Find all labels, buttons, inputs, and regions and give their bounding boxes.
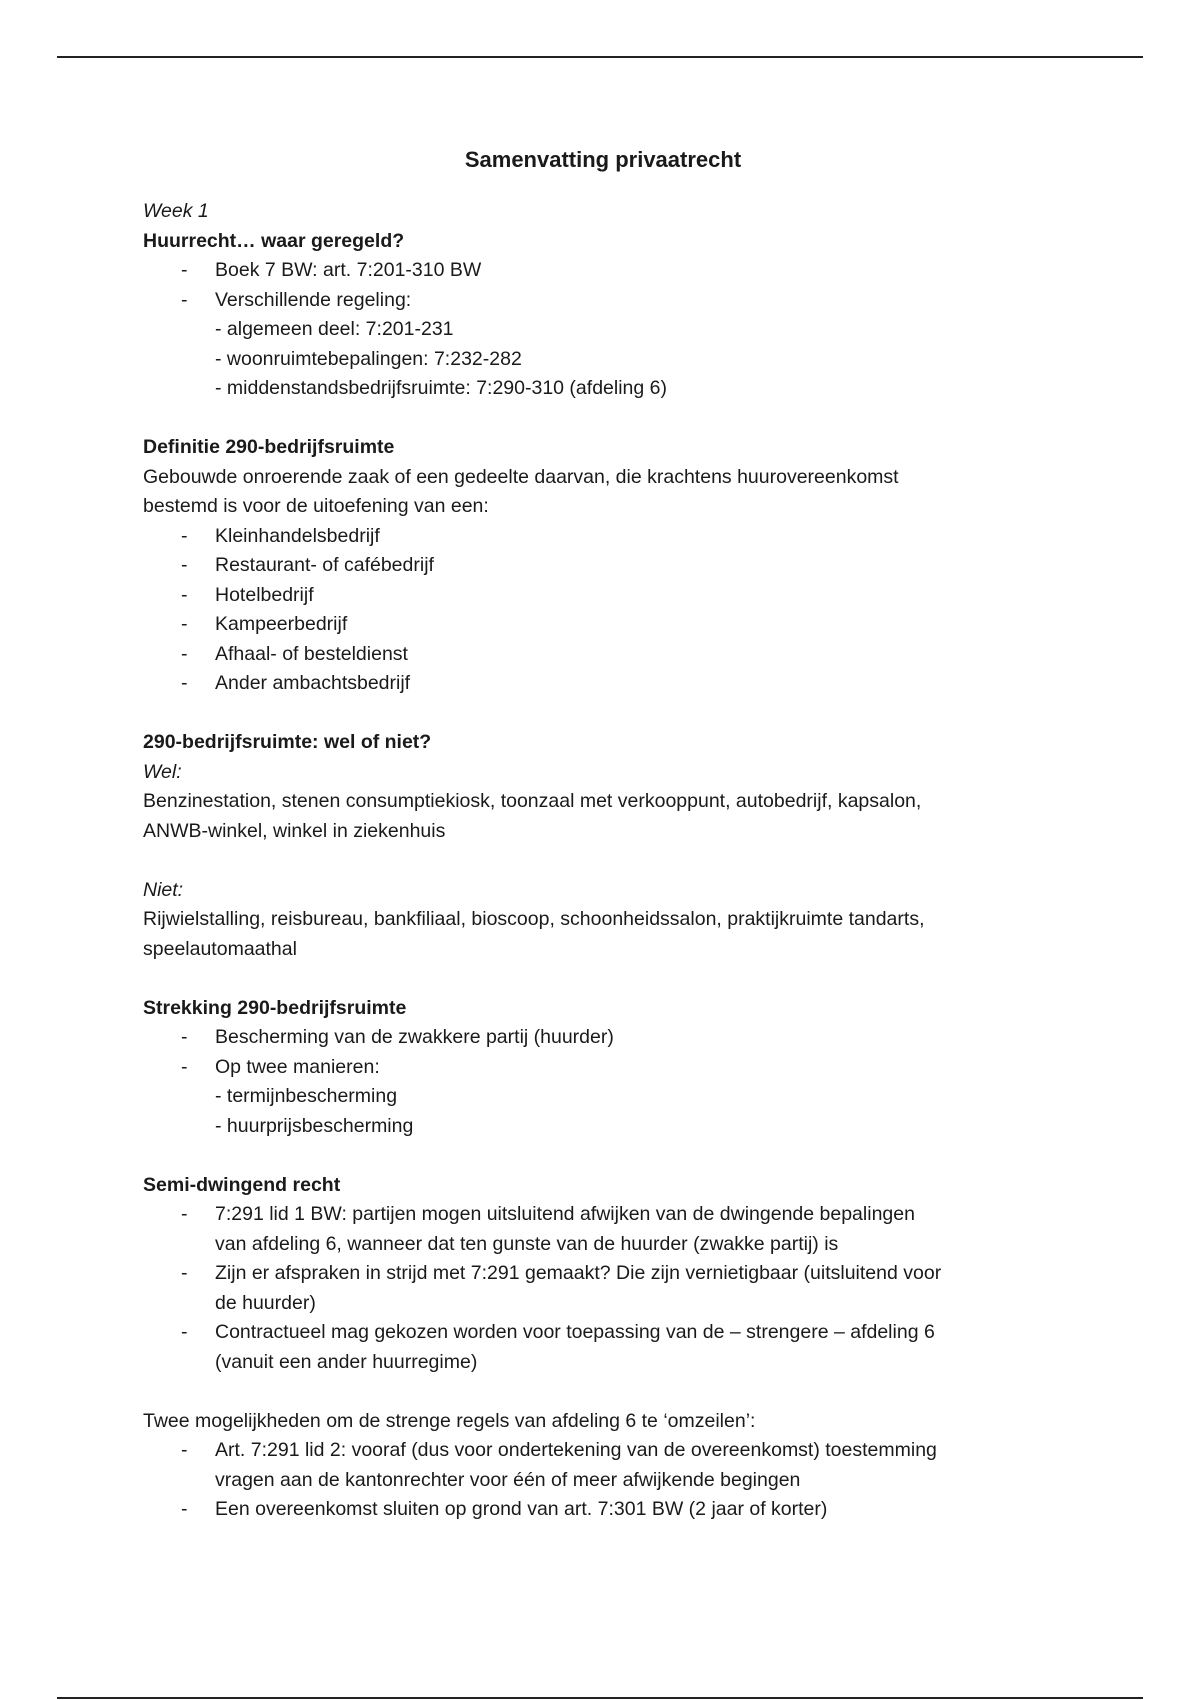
- section-heading-strekking: Strekking 290-bedrijfsruimte: [143, 996, 407, 1019]
- semi-dwingend-list: [143, 1200, 1063, 1377]
- list-item: - 7:291 lid 1 BW: partijen mogen uitsluitend afwijken van de dwingende bepalingen van afdeling 6, wanneer dat ten gunste van de huurder (zwakke partij) is: [143, 1200, 1063, 1259]
- list-item: - Afhaal- of besteldienst: [143, 640, 1063, 670]
- list-item: - Kleinhandelsbedrijf: [143, 522, 1063, 552]
- sub-item: - woonruimtebepalingen: 7:232-282: [215, 347, 522, 370]
- paragraph: bestemd is voor de uitoefening van een:: [143, 495, 489, 517]
- sub-item: - algemeen deel: 7:201-231: [215, 318, 454, 340]
- bedrijf-list: [143, 522, 1063, 699]
- omzeilen-list: [143, 1436, 1063, 1525]
- footer-rule: [57, 1697, 1143, 1699]
- document-page: [143, 145, 1063, 1525]
- list-item: - Kampeerbedrijf: [143, 610, 1063, 640]
- list-item: - Art. 7:291 lid 2: vooraf (dus voor ondertekening van de overeenkomst) toestemming vragen aan de kantonrechter voor één of meer afwijkende begingen: [143, 1436, 1063, 1495]
- section-heading-wel-of-niet: 290-bedrijfsruimte: wel of niet?: [143, 731, 432, 753]
- list-item: - Bescherming van de zwakkere partij (huurder): [143, 1023, 1063, 1053]
- list-item: - Contractueel mag gekozen worden voor toepassing van de – strengere – afdeling 6 (vanuit een ander huurregime): [143, 1318, 1063, 1377]
- sub-item: - termijnbescherming: [215, 1085, 398, 1107]
- list-item: - Restaurant- of cafébedrijf: [143, 551, 1063, 581]
- section-heading-huurrecht: Huurrecht… waar geregeld?: [143, 229, 405, 252]
- huurrecht-list: [143, 256, 1063, 404]
- section-heading-semi-dwingend: Semi-dwingend recht: [143, 1173, 341, 1196]
- header-rule: [57, 56, 1143, 58]
- wel-label: Wel:: [143, 760, 182, 783]
- list-item: - Een overeenkomst sluiten op grond van art. 7:301 BW (2 jaar of korter): [143, 1495, 1063, 1525]
- list-item: - Ander ambachtsbedrijf: [143, 669, 1063, 699]
- paragraph: Rijwielstalling, reisbureau, bankfiliaal, bioscoop, schoonheidssalon, praktijkruimte tandarts,: [143, 908, 925, 930]
- section-heading-definitie: Definitie 290-bedrijfsruimte: [143, 436, 395, 458]
- document-title: Samenvatting privaatrecht: [464, 147, 742, 172]
- strekking-list: [143, 1023, 1063, 1141]
- week-label: Week 1: [143, 200, 209, 222]
- sub-item: - middenstandsbedrijfsruimte: 7:290-310 (afdeling 6): [215, 377, 667, 399]
- paragraph: Gebouwde onroerende zaak of een gedeelte daarvan, die krachtens huurovereenkomst: [143, 465, 899, 488]
- list-item: - Verschillende regeling: - algemeen deel: 7:201-231 - woonruimtebepalingen: 7:232-282 - middenstandsbedrijfsruimte: 7:290-310 (afdeling 6): [143, 286, 1063, 404]
- list-item: - Hotelbedrijf: [143, 581, 1063, 611]
- paragraph: ANWB-winkel, winkel in ziekenhuis: [143, 819, 446, 842]
- paragraph: Benzinestation, stenen consumptiekiosk, toonzaal met verkooppunt, autobedrijf, kapsalon,: [143, 790, 922, 812]
- niet-label: Niet:: [143, 878, 184, 901]
- list-item: - Boek 7 BW: art. 7:201-310 BW: [143, 256, 1063, 286]
- list-item: - Zijn er afspraken in strijd met 7:291 gemaakt? Die zijn vernietigbaar (uitsluitend voor de huurder): [143, 1259, 1063, 1318]
- sub-item: - huurprijsbescherming: [215, 1114, 414, 1137]
- paragraph-omzeilen: Twee mogelijkheden om de strenge regels van afdeling 6 te ‘omzeilen’:: [143, 1409, 756, 1432]
- paragraph: speelautomaathal: [143, 937, 297, 960]
- list-item: - Op twee manieren: - termijnbescherming - huurprijsbescherming: [143, 1053, 1063, 1142]
